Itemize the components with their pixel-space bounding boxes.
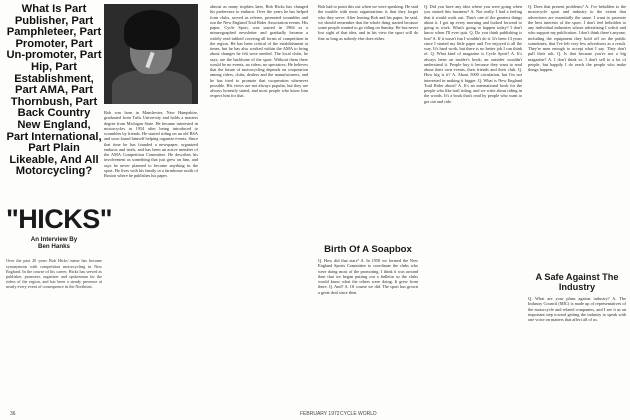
magazine-name: CYCLE WORLD <box>340 411 377 417</box>
body-column-4b: Q. How did that start? A. In 1958 we formed the New England Sports Committee to coordinate the clubs who were doing most of the promoting. I think it was around then that we began putting out a bulletin so the clubs would know what the others were doing. It grew from there. Q. And? A. Of course we did. The sport has grown a great deal since then. <box>318 258 418 295</box>
article-title: "HICKS" <box>6 203 113 234</box>
body-column-2: Bob was born in Manchester, New Hampshire, graduated from Tufts University and holds a masters degree from Michigan State. He became interested in motorcycles in 1954 after being introduced to scrambles by friends. He started riding on an old BSA and soon found himself helping organize events. Since that time he has founded a newspaper, organized enduros and trials, and has been an active member of the AMA Competition Committee. He describes his involvement as something that just grew on him, and says he never planned to become anything in the sport. He lives with his family in a farmhouse north of Boston where he publishes his paper. <box>104 110 198 178</box>
article-headline: What Is Part Publisher, Part Pamphleteer, Part Promoter, Part Un-promoter, Part Hip, Part Establishment, Part AMA, Part Thornbush, Part Back Country New England, Part International, Part Plain Likeable, And All Motorcycling? <box>6 3 102 178</box>
intro-paragraph: Over the past 20 years Bob Hicks' name has become synonymous with competition motorcycling in New England. In the course of his career, Hicks has served as publisher, promoter, organizer and spokesman for the riders of the region, and has been a steady presence at nearly every event of consequence in the Northeast. <box>6 258 102 290</box>
headline-column <box>6 3 113 408</box>
body-column-6: Q. Does that present problems? A. I've beholden to the motorcycle sport and industry to the extent that advertisers are essentially the same. I want to promote the best interests of the sport. I don't feel beholden to any individual industries whose advertising I solicit and who support my publication. I don't think there's anyone, including the equipment they hold off on the public sometimes, that I've felt very few advertisers as a result. They're men enough to accept what I say. They don't pull their ads. Q. Is that because you're not a big magazine? A. I don't think so. I don't sell to a lot of people, but happily I do reach the people who make things happen. <box>528 4 626 72</box>
body-column-4: Bob had to point this out when we were speaking. He said the trouble with most organizations is that they forget who they serve. After leaving Bob and his paper, he said, we should remember that the whole thing started because some people wanted to go riding on Sunday. He has never lost sight of that idea, and in his view the sport will do fine as long as nobody else does either. <box>318 4 419 41</box>
byline <box>6 236 102 250</box>
page-footer <box>0 410 630 420</box>
photo-shirt <box>112 70 192 104</box>
issue-date: FEBRUARY 1972 <box>300 411 340 417</box>
portrait-photo <box>104 4 198 104</box>
body-column-3: almost as many trophies later, Bob Hicks has changed his preference to enduros. Over the years he has helped form clubs, served as referee, promoted scrambles and run the New England Trail Rider Association events. His paper, Cycle Sport, was started in 1966 as a mimeographed newsletter and gradually became a widely read tabloid covering all forms of competition in the region. He has been critical of the establishment at times, but he has also worked within the AMA to bring about changes he felt were needed. The local clubs, he says, are the backbone of the sport. Without them there would be no events, no riders, no spectators. He believes that the future of motorcycling depends on cooperation among riders, clubs, dealers and the manufacturers, and he has tried to promote that cooperation whenever possible. His views are not always popular, but they are always honestly stated, and most people who know him respect him for that. <box>210 4 308 99</box>
page-number: 36 <box>10 411 16 417</box>
body-column-6b: Q. What are your plans against industry? A. The Industry Council (MIC) is made up of representatives of the motorcycle and related companies, and I see it as an important step toward getting the industry to speak with one voice on matters that affect all of us. <box>528 296 626 322</box>
section-heading-soapbox: Birth Of A Soapbox <box>324 244 412 255</box>
byline-prefix: An Interview By <box>30 235 78 243</box>
body-column-5: Q. Did you have any idea where you were going when you started this business? A. Not really. I had a feeling that it would work out. That's one of the greatest things about it. I got up every morning and looked forward to going to work. What's going to happen today? I don't know when I'll ever quit. Q. Do you think publishing is fun? A. If it wasn't fun I wouldn't do it. It's been 13 years since I started my little paper and I've enjoyed it all the way. It's hard work, but there is no better job I can think of. Q. What kind of magazine is Cycle Sport? A. It's always been an insider's book; an outsider wouldn't understand it. People buy it because they want to read about their own events, their friends and their club. Q. How big is it? A. About 5000 circulation, but I'm not interested in making it bigger. Q. What is New England Trail Rider about? A. It's an international book for the people who like trail riding, and we write about riding in the woods. It's a book that's read by people who want to get out and ride. <box>424 4 522 104</box>
section-heading-industry: A Safe Against The Industry <box>535 272 619 292</box>
byline-author: Ben Hanks <box>38 243 70 251</box>
photo-hair <box>124 10 180 50</box>
